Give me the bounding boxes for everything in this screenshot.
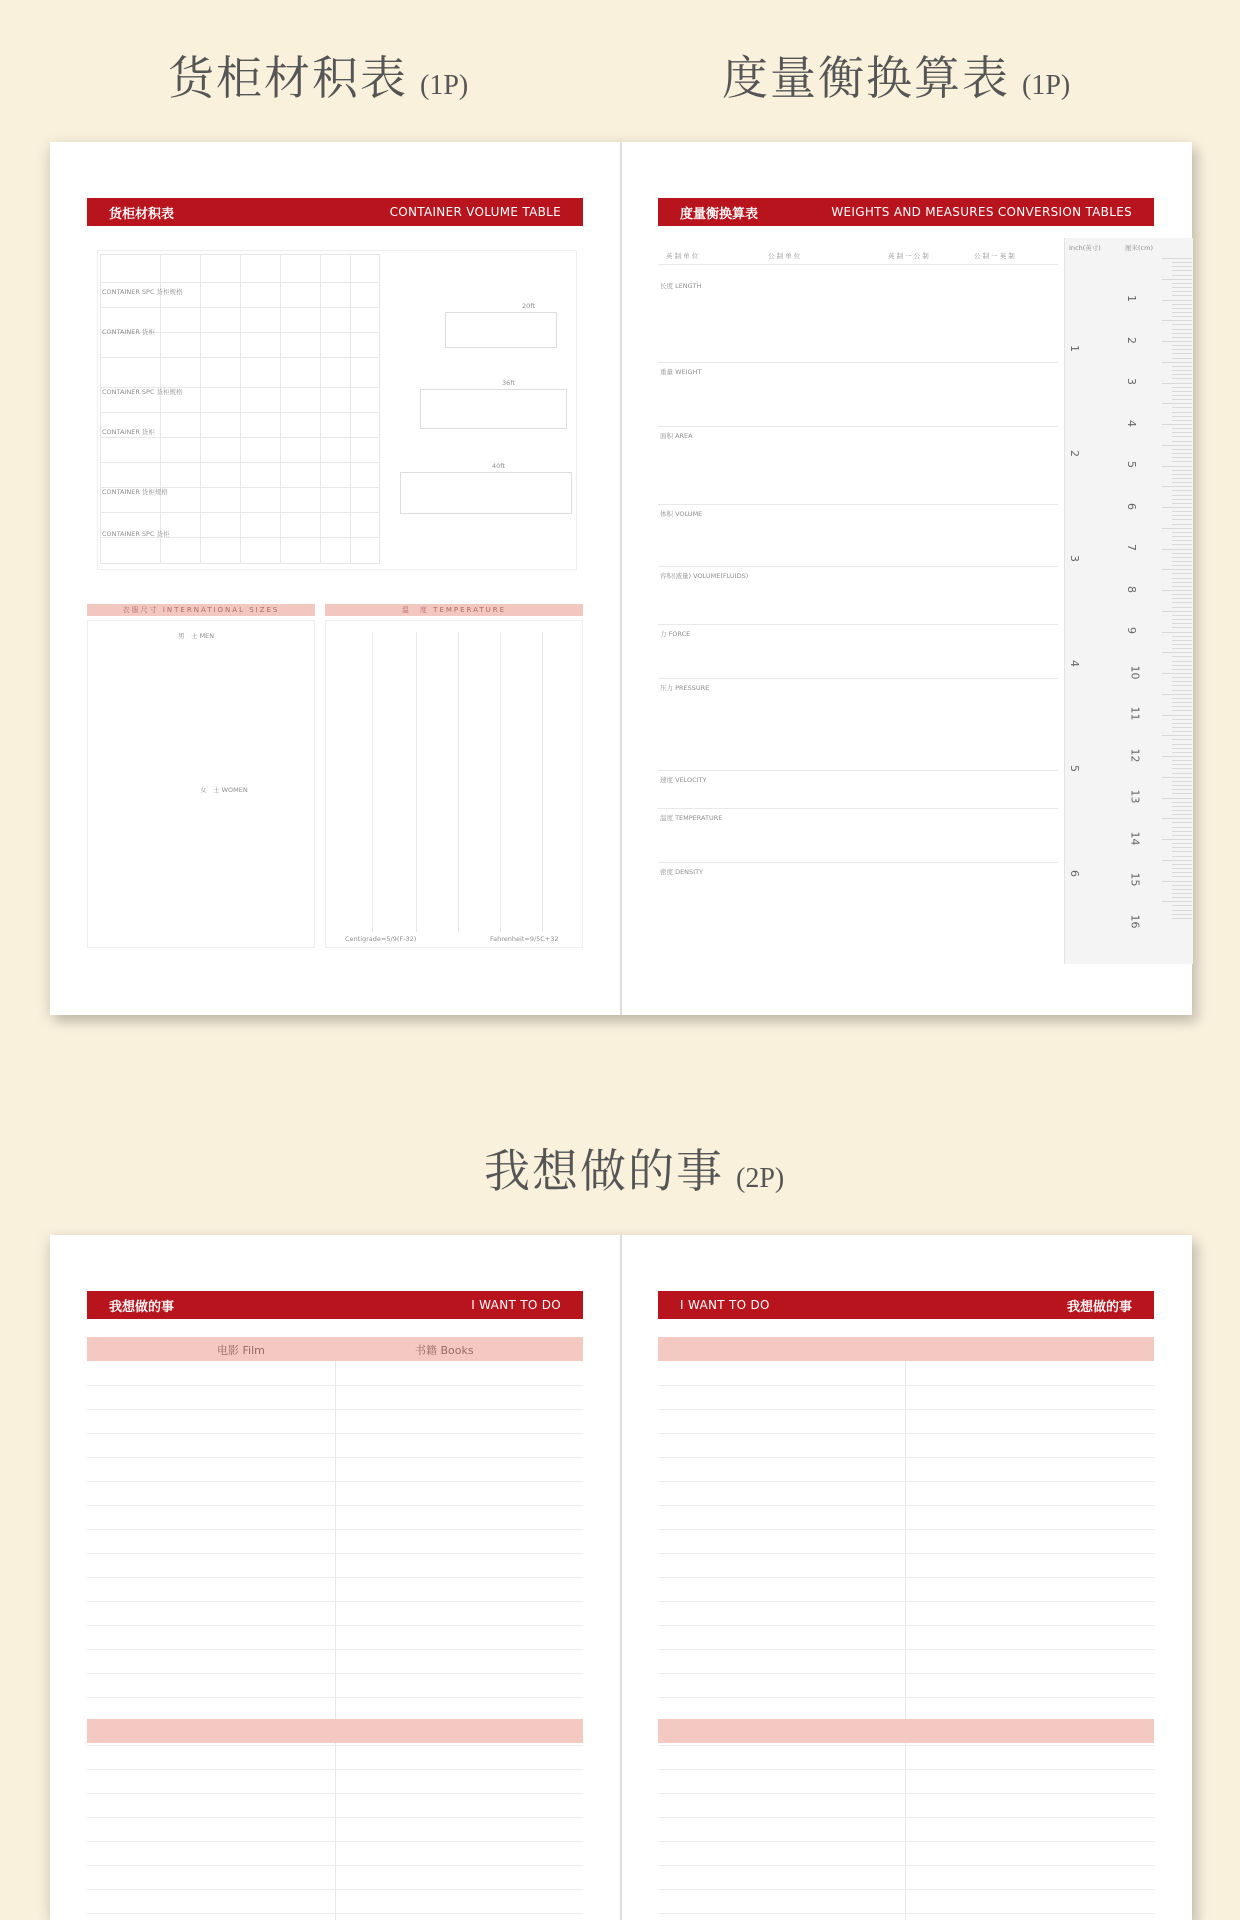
- list-row-line: [87, 1529, 583, 1530]
- ruler-tick: [1172, 835, 1192, 836]
- list-row-line: [658, 1409, 1154, 1410]
- ruler-tick: [1172, 910, 1192, 911]
- list-header-left: [87, 1337, 583, 1361]
- ruler-tick: [1172, 412, 1192, 413]
- ruler-tick: [1172, 752, 1192, 753]
- ruler-cm-label: 6: [1068, 870, 1081, 877]
- ruler-tick: [1172, 420, 1192, 421]
- list-row-line: [87, 1481, 583, 1482]
- banner-left-want-to-do: [87, 1291, 583, 1319]
- ruler-tick: [1172, 768, 1192, 769]
- ruler-tick: [1172, 345, 1192, 346]
- ruler-tick: [1162, 424, 1192, 425]
- ruler-tick: [1172, 885, 1192, 886]
- measure-header: 公 制 一 英 制: [974, 252, 1015, 260]
- ruler-tick: [1172, 851, 1192, 852]
- ruler-tick: [1162, 673, 1192, 674]
- list-row-line: [87, 1409, 583, 1410]
- ruler-tick: [1172, 499, 1192, 500]
- ruler-tick: [1172, 511, 1192, 512]
- ruler-tick: [1172, 594, 1192, 595]
- ruler-tick: [1172, 889, 1192, 890]
- ruler-tick: [1172, 582, 1192, 583]
- ruler-tick: [1172, 519, 1192, 520]
- ruler-tick: [1172, 407, 1192, 408]
- ruler-tick: [1172, 432, 1192, 433]
- ruler-tick: [1172, 565, 1192, 566]
- ruler-inch-label: 12: [1128, 748, 1142, 762]
- ruler-tick: [1172, 540, 1192, 541]
- banner-zh: 度量衡换算表: [680, 206, 759, 222]
- banner-zh: 我想做的事: [109, 1299, 175, 1315]
- ruler-tick: [1172, 378, 1192, 379]
- ruler-tick: [1162, 798, 1192, 799]
- list-row-line: [87, 1841, 583, 1842]
- column-divider: [335, 1361, 336, 1920]
- ruler-tick: [1172, 764, 1192, 765]
- size-header-men: 男 士 MEN: [178, 632, 215, 640]
- ruler-tick: [1172, 781, 1192, 782]
- list-row-line: [658, 1433, 1154, 1434]
- row-label: CONTAINER 货柜: [102, 428, 155, 436]
- banner-weights-measures: [658, 198, 1154, 226]
- ruler-tick: [1172, 905, 1192, 906]
- ruler-tick: [1172, 308, 1192, 309]
- ruler-tick: [1172, 822, 1192, 823]
- section-page-count: (2P): [736, 1163, 785, 1194]
- banner-en: WEIGHTS AND MEASURES CONVERSION TABLES: [831, 205, 1132, 219]
- ruler-tick: [1172, 262, 1192, 263]
- ruler-tick: [1172, 291, 1192, 292]
- container-truck-illustration: [420, 389, 567, 429]
- ruler-tick: [1172, 619, 1192, 620]
- ruler-tick: [1172, 532, 1192, 533]
- list-row-line: [87, 1889, 583, 1890]
- list-row-line: [658, 1457, 1154, 1458]
- ruler-tick: [1162, 777, 1192, 778]
- ruler-tick: [1172, 495, 1192, 496]
- measure-category: 温度 TEMPERATURE: [660, 814, 723, 822]
- ruler-tick: [1162, 466, 1192, 467]
- ruler-tick: [1172, 644, 1192, 645]
- list-row-line: [87, 1625, 583, 1626]
- list-row-line: [658, 1505, 1154, 1506]
- ruler-tick: [1172, 586, 1192, 587]
- ruler-tick: [1172, 748, 1192, 749]
- list-row-line: [87, 1649, 583, 1650]
- ruler-tick: [1162, 445, 1192, 446]
- list-row-line: [87, 1457, 583, 1458]
- list-row-line: [87, 1793, 583, 1794]
- ruler-tick: [1172, 856, 1192, 857]
- row-label: CONTAINER SPC 货柜: [102, 530, 170, 538]
- ruler-tick: [1172, 648, 1192, 649]
- ruler-tick: [1172, 366, 1192, 367]
- list-row-line: [658, 1697, 1154, 1698]
- banner-en: CONTAINER VOLUME TABLE: [389, 205, 561, 219]
- ruler-tick: [1162, 320, 1192, 321]
- ruler-cm-label: 3: [1068, 555, 1081, 562]
- ruler-tick: [1172, 719, 1192, 720]
- row-label: CONTAINER 货柜: [102, 328, 155, 336]
- ruler-tick: [1172, 358, 1192, 359]
- ruler-tick: [1172, 266, 1192, 267]
- ruler-tick: [1162, 549, 1192, 550]
- ruler-tick: [1172, 557, 1192, 558]
- ruler-inch-label: 4: [1125, 419, 1138, 427]
- ruler-tick: [1162, 632, 1192, 633]
- ruler-tick: [1172, 636, 1192, 637]
- section-title-zh: 我想做的事: [484, 1144, 724, 1198]
- container-size-label: 40ft: [492, 462, 505, 470]
- ruler-tick: [1172, 897, 1192, 898]
- ruler-tick: [1172, 669, 1192, 670]
- ruler-tick: [1162, 839, 1192, 840]
- ruler-tick: [1172, 536, 1192, 537]
- measure-category: 重量 WEIGHT: [660, 368, 702, 376]
- ruler-inch-label: 11: [1128, 706, 1142, 721]
- ruler-tick: [1172, 602, 1192, 603]
- ruler-tick: [1172, 474, 1192, 475]
- ruler-tick: [1172, 524, 1192, 525]
- subbar-international-sizes: 衣服尺寸 INTERNATIONAL SIZES: [87, 604, 315, 616]
- banner-en: I WANT TO DO: [680, 1298, 770, 1312]
- ruler-tick: [1162, 881, 1192, 882]
- ruler-tick: [1162, 860, 1192, 861]
- list-row-line: [87, 1697, 583, 1698]
- ruler-tick: [1172, 370, 1192, 371]
- ruler-tick: [1172, 453, 1192, 454]
- banner-container-volume: [87, 198, 583, 226]
- subbar-temperature: 温 度 TEMPERATURE: [325, 604, 583, 616]
- ruler-inch-label: 10: [1128, 665, 1142, 679]
- ruler-tick: [1172, 710, 1192, 711]
- list-row-line: [658, 1481, 1154, 1482]
- ruler-tick: [1172, 677, 1192, 678]
- ruler-tick: [1172, 864, 1192, 865]
- ruler-tick: [1172, 702, 1192, 703]
- list-row-line: [87, 1817, 583, 1818]
- book-spine: [620, 1235, 622, 1920]
- ruler-cm-label: 1: [1068, 345, 1081, 352]
- ruler-tick: [1162, 652, 1192, 653]
- ruler-tick: [1162, 383, 1192, 384]
- ruler-tick: [1172, 353, 1192, 354]
- list-row-line: [658, 1817, 1154, 1818]
- ruler-tick: [1172, 723, 1192, 724]
- ruler-tick: [1172, 598, 1192, 599]
- ruler-tick: [1172, 789, 1192, 790]
- list-row-line: [658, 1913, 1154, 1914]
- list-row-line: [658, 1625, 1154, 1626]
- ruler-tick: [1172, 640, 1192, 641]
- temp-formula: Fahrenheit=9/5C+32: [490, 935, 559, 943]
- measure-category: 体积 VOLUME: [660, 510, 703, 518]
- ruler-tick: [1162, 486, 1192, 487]
- ruler-tick: [1172, 627, 1192, 628]
- ruler-inch-label: 2: [1125, 336, 1138, 344]
- ruler-tick: [1172, 681, 1192, 682]
- ruler-tick: [1172, 607, 1192, 608]
- ruler-tick: [1172, 623, 1192, 624]
- ruler-tick: [1172, 387, 1192, 388]
- ruler-inch-label: 8: [1125, 585, 1138, 593]
- list-row-line: [658, 1889, 1154, 1890]
- list-section-divider-left: [87, 1719, 583, 1743]
- ruler-tick: [1172, 739, 1192, 740]
- list-header-right: [658, 1337, 1154, 1361]
- ruler-tick: [1172, 461, 1192, 462]
- column-divider: [905, 1361, 906, 1920]
- measure-category: 压力 PRESSURE: [660, 684, 710, 692]
- ruler-inch-label: 14: [1128, 831, 1142, 845]
- ruler-tick: [1172, 304, 1192, 305]
- section-page-count: (1P): [1022, 70, 1071, 101]
- ruler-tick: [1172, 441, 1192, 442]
- measure-category: 密度 DENSITY: [660, 868, 704, 876]
- ruler-tick: [1172, 275, 1192, 276]
- ruler-tick: [1172, 329, 1192, 330]
- ruler-inch-label: 9: [1125, 627, 1138, 634]
- measure-category: 面积 AREA: [660, 432, 693, 440]
- ruler-tick: [1172, 482, 1192, 483]
- ruler-tick: [1172, 876, 1192, 877]
- ruler-tick: [1172, 470, 1192, 471]
- size-header-women: 女 士 WOMEN: [200, 786, 248, 794]
- ruler-tick: [1172, 503, 1192, 504]
- ruler-tick: [1172, 918, 1192, 919]
- ruler-tick: [1162, 756, 1192, 757]
- row-label: CONTAINER SPC 货柜规格: [102, 388, 183, 396]
- measure-category: 力 FORCE: [660, 630, 691, 638]
- ruler-tick: [1172, 395, 1192, 396]
- list-row-line: [658, 1745, 1154, 1746]
- ruler-tick: [1172, 615, 1192, 616]
- ruler-tick: [1172, 287, 1192, 288]
- size-chart-grid: [87, 620, 315, 948]
- ruler-tick: [1172, 295, 1192, 296]
- ruler-tick: [1172, 827, 1192, 828]
- ruler-tick: [1172, 428, 1192, 429]
- ruler-inch-label: 7: [1125, 544, 1138, 551]
- ruler-tick: [1162, 507, 1192, 508]
- ruler-tick: [1162, 341, 1192, 342]
- ruler-tick: [1162, 300, 1192, 301]
- column-header-books: 书籍 Books: [415, 1344, 474, 1357]
- row-label: CONTAINER SPC 货柜规格: [102, 288, 183, 296]
- ruler-tick: [1172, 544, 1192, 545]
- ruler-tick: [1162, 569, 1192, 570]
- ruler-cm-label: 5: [1068, 765, 1081, 772]
- section-page-count: (1P): [420, 70, 469, 101]
- ruler-head-cm: 厘米(cm): [1125, 244, 1153, 252]
- ruler-tick: [1172, 457, 1192, 458]
- list-row-line: [658, 1385, 1154, 1386]
- ruler-tick: [1162, 901, 1192, 902]
- book-spine: [620, 142, 622, 1015]
- ruler-tick: [1162, 735, 1192, 736]
- list-row-line: [87, 1769, 583, 1770]
- list-section-divider-right: [658, 1719, 1154, 1743]
- ruler-tick: [1172, 802, 1192, 803]
- ruler-cm-label: 4: [1068, 660, 1081, 667]
- row-label: CONTAINER 货柜规格: [102, 488, 168, 496]
- ruler-tick: [1172, 810, 1192, 811]
- ruler-tick: [1172, 573, 1192, 574]
- ruler-tick: [1172, 416, 1192, 417]
- container-truck-illustration: [400, 472, 572, 514]
- ruler-tick: [1172, 578, 1192, 579]
- spread-want-to-do: [50, 1235, 1192, 1920]
- ruler-tick: [1172, 698, 1192, 699]
- ruler-tick: [1172, 349, 1192, 350]
- column-header-film: 电影 Film: [217, 1344, 265, 1357]
- ruler-tick: [1172, 661, 1192, 662]
- measure-category: 容积(液量) VOLUME(FLUIDS): [660, 572, 749, 580]
- section-title-zh: 度量衡换算表: [722, 51, 1010, 105]
- ruler-inch-label: 15: [1128, 872, 1142, 887]
- ruler-tick: [1162, 362, 1192, 363]
- ruler-tick: [1172, 391, 1192, 392]
- temperature-grid: [325, 620, 583, 948]
- list-row-line: [87, 1601, 583, 1602]
- container-size-label: 36ft: [502, 379, 515, 387]
- measure-header: 公 制 单 位: [768, 252, 801, 260]
- ruler-tick: [1172, 847, 1192, 848]
- ruler-inch-label: 1: [1125, 295, 1138, 302]
- list-row-line: [658, 1793, 1154, 1794]
- ruler-tick: [1172, 868, 1192, 869]
- measure-header: 英 制 单 位: [666, 252, 699, 260]
- list-row-line: [658, 1601, 1154, 1602]
- list-row-line: [658, 1577, 1154, 1578]
- container-size-label: 20ft: [522, 302, 535, 310]
- ruler-tick: [1172, 399, 1192, 400]
- ruler-tick: [1172, 706, 1192, 707]
- ruler-tick: [1172, 436, 1192, 437]
- ruler-tick: [1172, 793, 1192, 794]
- ruler-cm-label: 2: [1068, 450, 1081, 457]
- ruler-tick: [1172, 283, 1192, 284]
- ruler-inch-label: 13: [1128, 789, 1142, 804]
- list-row-line: [658, 1529, 1154, 1530]
- list-row-line: [658, 1865, 1154, 1866]
- temp-formula: Centigrade=5/9(F-32): [345, 935, 417, 943]
- list-row-line: [87, 1385, 583, 1386]
- container-truck-illustration: [445, 312, 557, 348]
- ruler-tick: [1172, 324, 1192, 325]
- ruler-tick: [1172, 814, 1192, 815]
- ruler-tick: [1172, 656, 1192, 657]
- ruler-tick: [1172, 731, 1192, 732]
- ruler-tick: [1172, 843, 1192, 844]
- ruler-tick: [1162, 818, 1192, 819]
- list-row-line: [87, 1505, 583, 1506]
- ruler-tick: [1172, 806, 1192, 807]
- ruler-inch-label: 3: [1125, 378, 1138, 385]
- ruler-tick: [1172, 872, 1192, 873]
- ruler-tick: [1172, 515, 1192, 516]
- ruler-tick: [1162, 528, 1192, 529]
- ruler-tick: [1172, 312, 1192, 313]
- ruler-tick: [1172, 690, 1192, 691]
- ruler-tick: [1172, 744, 1192, 745]
- list-row-line: [87, 1433, 583, 1434]
- ruler-tick: [1162, 403, 1192, 404]
- list-row-line: [87, 1577, 583, 1578]
- ruler-tick: [1162, 611, 1192, 612]
- list-row-line: [87, 1553, 583, 1554]
- banner-right-want-to-do: [658, 1291, 1154, 1319]
- list-row-line: [87, 1673, 583, 1674]
- ruler-inch-label: 6: [1125, 502, 1138, 510]
- ruler-tick: [1162, 258, 1192, 259]
- ruler-tick: [1172, 337, 1192, 338]
- banner-en: I WANT TO DO: [471, 1298, 561, 1312]
- ruler-tick: [1172, 449, 1192, 450]
- ruler-tick: [1172, 333, 1192, 334]
- list-row-line: [87, 1865, 583, 1866]
- banner-zh: 我想做的事: [1066, 1299, 1132, 1315]
- ruler-tick: [1172, 773, 1192, 774]
- ruler-tick: [1172, 490, 1192, 491]
- ruler-tick: [1162, 590, 1192, 591]
- list-row-line: [87, 1745, 583, 1746]
- list-row-line: [658, 1649, 1154, 1650]
- section-title-zh: 货柜材积表: [168, 51, 408, 105]
- ruler-tick: [1172, 374, 1192, 375]
- ruler-tick: [1172, 316, 1192, 317]
- ruler-tick: [1162, 715, 1192, 716]
- section-title-todo: [484, 1135, 1240, 1201]
- ruler-tick: [1172, 893, 1192, 894]
- ruler-tick: [1172, 685, 1192, 686]
- measure-category: 长度 LENGTH: [660, 282, 702, 290]
- ruler-head-inch: Inch(英寸): [1069, 244, 1101, 252]
- ruler-inch-label: 16: [1128, 914, 1142, 928]
- ruler-tick: [1172, 270, 1192, 271]
- ruler-tick: [1172, 727, 1192, 728]
- ruler-tick: [1162, 279, 1192, 280]
- ruler-tick: [1172, 561, 1192, 562]
- ruler-tick: [1172, 553, 1192, 554]
- measure-category: 速度 VELOCITY: [660, 776, 707, 784]
- measure-header: 英 制 一 公 制: [888, 252, 929, 260]
- list-row-line: [658, 1841, 1154, 1842]
- list-row-line: [658, 1673, 1154, 1674]
- ruler-tick: [1172, 665, 1192, 666]
- list-row-line: [87, 1913, 583, 1914]
- ruler-tick: [1172, 478, 1192, 479]
- ruler-tick: [1162, 694, 1192, 695]
- ruler-tick: [1172, 760, 1192, 761]
- list-row-line: [658, 1769, 1154, 1770]
- list-row-line: [658, 1553, 1154, 1554]
- section-title-measures: [722, 42, 1240, 108]
- ruler-tick: [1172, 785, 1192, 786]
- ruler-inch-label: 5: [1125, 461, 1138, 468]
- ruler-tick: [1172, 831, 1192, 832]
- ruler-tick: [1172, 914, 1192, 915]
- spread-reference-tables: [50, 142, 1192, 1015]
- banner-zh: 货柜材积表: [109, 206, 175, 222]
